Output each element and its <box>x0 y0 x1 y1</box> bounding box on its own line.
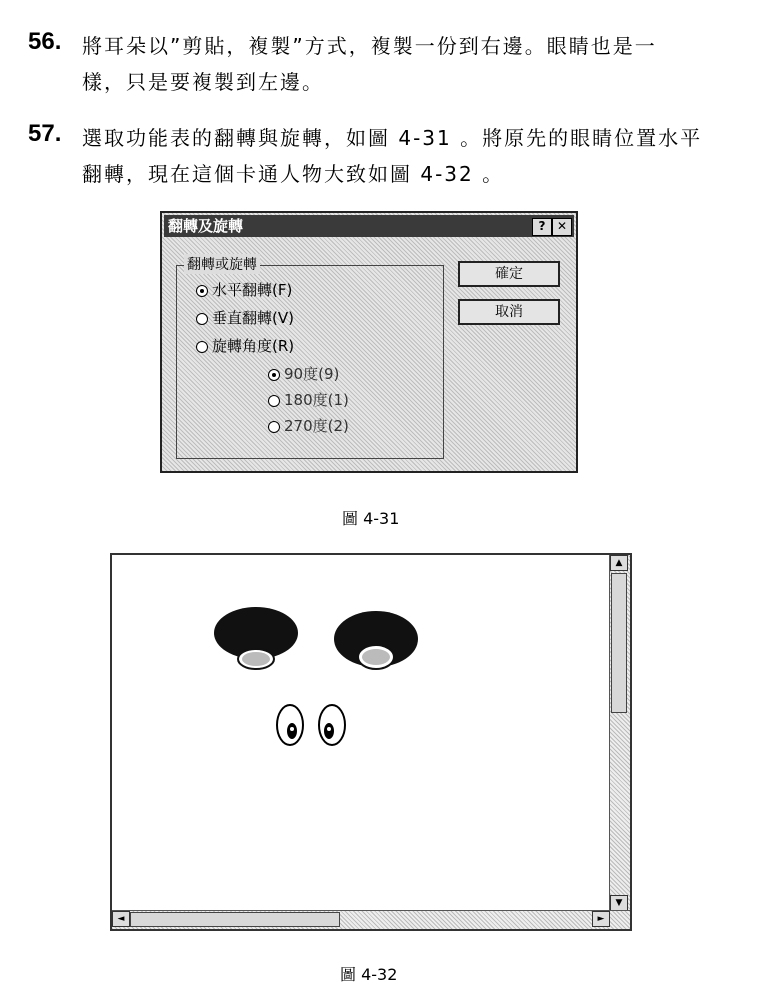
ok-button[interactable]: 確定 <box>458 261 560 287</box>
right-ear <box>334 611 418 669</box>
right-eye <box>319 705 345 745</box>
step-number: 57. <box>28 120 62 147</box>
vertical-scroll-thumb[interactable] <box>611 573 627 713</box>
radio-flip-vertical[interactable] <box>196 307 294 328</box>
step-text-line: 選取功能表的翻轉與旋轉，如圖 4-31 。將原先的眼睛位置水平 <box>82 126 703 150</box>
cancel-button[interactable]: 取消 <box>458 299 560 325</box>
figure-caption: 圖 4-31 <box>342 509 400 528</box>
help-button[interactable]: ? <box>532 218 552 236</box>
step-text-line: 樣，只是要複製到左邊。 <box>82 70 324 94</box>
step-text-line: 將耳朵以”剪貼，複製”方式，複製一份到右邊。眼睛也是一 <box>82 34 657 58</box>
left-ear <box>214 607 298 669</box>
radio-icon <box>268 421 280 433</box>
drawing-canvas[interactable] <box>110 553 632 931</box>
radio-icon <box>196 341 208 353</box>
figure-caption: 圖 4-32 <box>340 965 398 984</box>
step-number: 56. <box>28 28 62 55</box>
radio-label: 水平翻轉(F) <box>212 281 293 299</box>
flip-rotate-dialog <box>160 211 578 473</box>
scroll-left-button[interactable]: ◄ <box>112 911 130 927</box>
radio-icon <box>196 313 208 325</box>
radio-selected-icon <box>268 369 280 381</box>
horizontal-scrollbar[interactable] <box>112 910 630 929</box>
dialog-title: 翻轉及旋轉 <box>168 217 244 235</box>
radio-selected-icon <box>196 285 208 297</box>
step-text-line: 翻轉，現在這個卡通人物大致如圖 4-32 。 <box>82 162 505 186</box>
scroll-down-button[interactable]: ▼ <box>610 895 628 911</box>
radio-rotate-by-angle[interactable] <box>196 335 294 356</box>
radio-flip-horizontal[interactable] <box>196 279 292 300</box>
dialog-titlebar <box>164 215 574 237</box>
radio-label: 旋轉角度(R) <box>212 337 295 355</box>
radio-angle-180[interactable] <box>268 389 349 410</box>
left-eye <box>277 705 303 745</box>
radio-angle-270[interactable] <box>268 415 349 436</box>
close-button[interactable]: ✕ <box>552 218 572 236</box>
radio-angle-90[interactable] <box>268 363 339 384</box>
radio-label: 垂直翻轉(V) <box>212 309 294 327</box>
horizontal-scroll-thumb[interactable] <box>130 912 340 927</box>
group-label: 翻轉或旋轉 <box>184 254 260 274</box>
scroll-up-button[interactable]: ▲ <box>610 555 628 571</box>
radio-label: 90度(9) <box>284 365 340 383</box>
vertical-scrollbar[interactable] <box>609 555 630 911</box>
scroll-right-button[interactable]: ► <box>592 911 610 927</box>
radio-label: 270度(2) <box>284 417 349 435</box>
radio-label: 180度(1) <box>284 391 349 409</box>
cartoon-drawing <box>112 555 610 911</box>
radio-icon <box>268 395 280 407</box>
